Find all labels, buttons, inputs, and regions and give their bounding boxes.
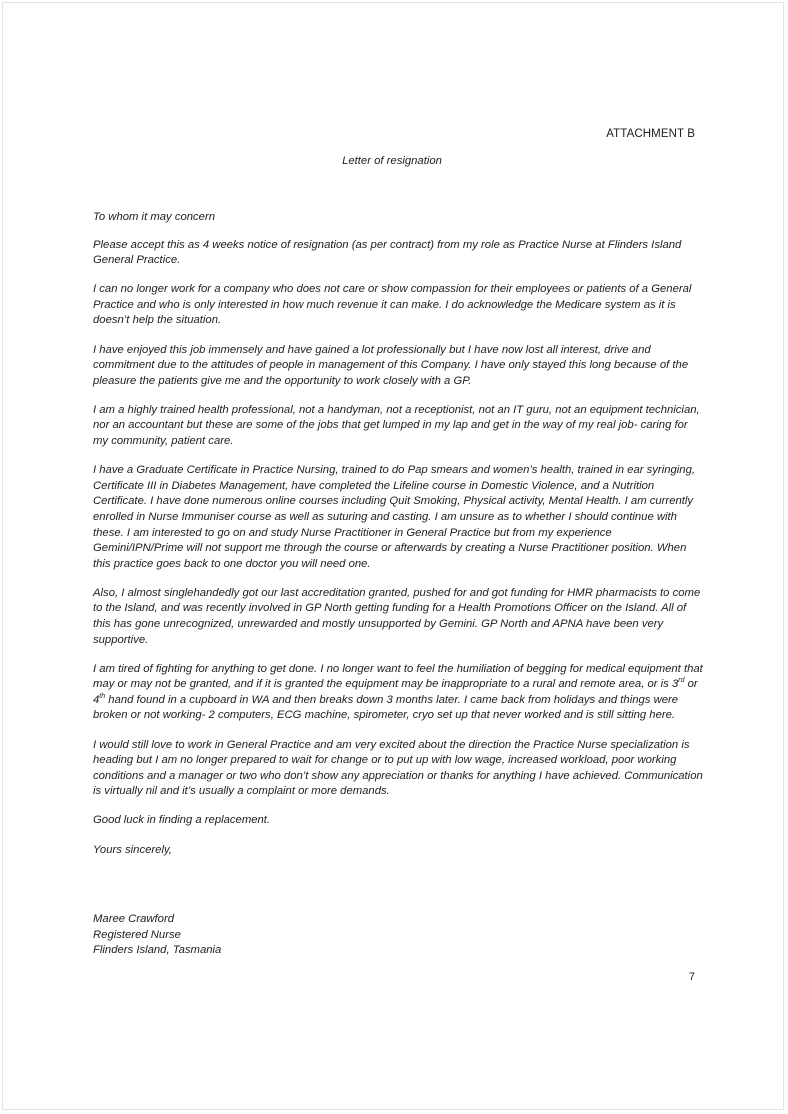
signature-block: [93, 912, 221, 959]
paragraph-notice: Please accept this as 4 weeks notice of resignation (as per contract) from my role as Practice Nurse at Flinders Island General Practice.: [93, 238, 682, 267]
equipment-text-1: I am tired of fighting for anything to get done. I no longer want to feel the humiliation of begging for medical equipment that may or may not be granted, and if it is granted the equipment may be inappropriate to a rural and remote area, or is 3: [93, 662, 703, 691]
paragraph-final: I would still love to work in General Practice and am very excited about the direction the Practice Nurse specialization is heading but I am no longer prepared to wait for change or to put up with low wage, increased workload, poor working conditions and a manager or two who don’t show any appreciation or thanks for anything I have achieved. Communication is virtually nil and it’s usually a complaint or more demands.: [93, 738, 703, 798]
document-page: [2, 2, 784, 1110]
equipment-text-2: or 4: [93, 678, 698, 706]
signature-role: Registered Nurse: [93, 928, 181, 941]
valediction: Yours sincerely,: [93, 843, 172, 856]
superscript-rd: rd: [678, 677, 685, 685]
equipment-text-3: hand found in a cupboard in WA and then breaks down 3 months later. I came back from holidays and things were broken or not working- 2 computers, ECG machine, spirometer, cryo set up that never worked and is still sitting here.: [93, 693, 679, 722]
salutation: To whom it may concern: [93, 211, 216, 223]
paragraph-qualifications: I have a Graduate Certificate in Practice Nursing, trained to do Pap smears and women’s health, trained in ear syringing, Certificate III in Diabetes Management, have completed the Lifeline course in Domestic Violence, and a Nutrition Certificate. I have done numerous online courses including Quit Smoking, Physical activity, Mental Health. I am currently enrolled in Nurse Immuniser course as well as suturing and casting. I am unsure as to whether I should continue with these. I am interested to go on and study Nurse Practitioner in General Practice but from my experience Gemini/IPN/Prime will not support me through the course or afterwards by creating a Nurse Practitioner position. When this practice goes back to one doctor you will need one.: [93, 464, 695, 570]
paragraph-professional: I am a highly trained health professional, not a handyman, not a receptionist, not an IT guru, not an equipment technician, nor an accountant but these are some of the jobs that get lumped in my lap and get in the way of my real job- caring for my community, patient care.: [93, 403, 700, 448]
letter-body: [93, 210, 705, 872]
signature-name: Maree Crawford: [93, 913, 174, 925]
superscript-th: th: [99, 693, 106, 701]
paragraph-enjoyed: I have enjoyed this job immensely and have gained a lot professionally but I have now lost all interest, drive and commitment due to the attitudes of people in management of this Company. I have only stayed this long because of the pleasure the patients give me and the opportunity to work closely with a GP.: [93, 343, 689, 387]
attachment-label: ATTACHMENT B: [606, 128, 695, 140]
paragraph-company: I can no longer work for a company who does not care or show compassion for their employees or patients of a General Practice and who is only interested in how much revenue it can make. I do acknowledge the Medicare system as it is doesn’t help the situation.: [93, 283, 692, 327]
letter-title: Letter of resignation: [342, 155, 442, 167]
page-number: 7: [688, 971, 695, 983]
closing-line: Good luck in finding a replacement.: [93, 814, 271, 827]
paragraph-equipment: [93, 662, 705, 724]
signature-location: Flinders Island, Tasmania: [93, 944, 222, 957]
paragraph-accreditation: Also, I almost singlehandedly got our last accreditation granted, pushed for and got funding for HMR pharmacists to come to the Island, and was recently involved in GP North getting funding for a Health Promotions Officer on the Island. All of this has gone unrecognized, unrewarded and mostly unsupported by Gemini. GP North and APNA have been very supportive.: [93, 586, 701, 646]
